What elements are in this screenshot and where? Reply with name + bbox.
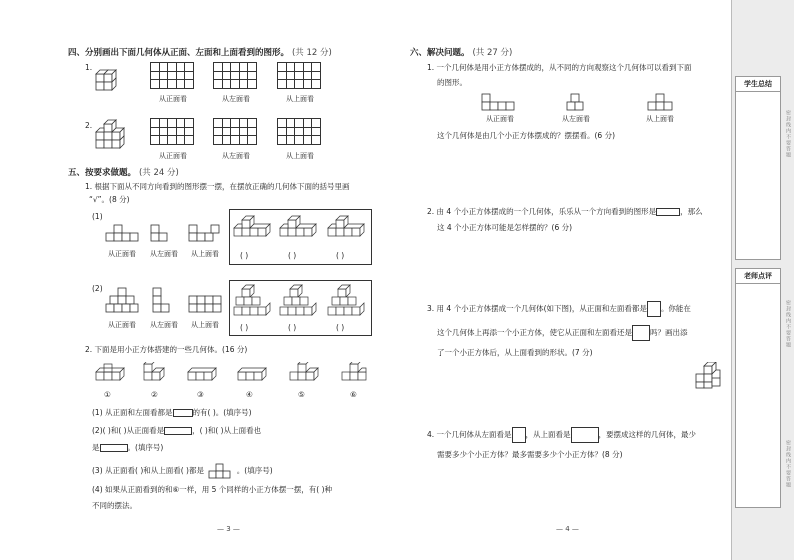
q1-text-line2: 的图形。 [437,78,467,87]
answer-bracket[interactable]: ( ) [240,251,249,260]
student-summary-title: 学生总结 [736,77,780,92]
section5-title: 五、按要求做题。 (共 24 分) [68,168,179,178]
figure-number: ③ [197,390,204,399]
q2-text: 2. 下面是用小正方体搭建的一些几何体。(16 分) [85,345,248,354]
caption-left: 从左面看 [150,250,178,258]
sub-question-2: (2)( )和( )从正面看是 ，( )和( )从上面看也 [92,426,262,435]
teacher-comment-title: 老师点评 [736,269,780,284]
caption-front: 从正面看 [159,95,187,103]
caption-front: 从正面看 [108,250,136,258]
caption-left: 从左面看 [562,115,590,123]
sub-question-4: (4) 如果从正面看到的和⑥一样，用 5 个同样的小正方体摆一摆，有( )种 [92,485,333,494]
caption-top: 从上面看 [646,115,674,123]
q4-text: 4. 一个几何体从左面看是 ，从上面看是 ，要摆成这样的几何体，最少 [427,427,696,443]
grid-front-4-2[interactable] [150,118,194,145]
caption-left: 从左面看 [222,95,250,103]
section6-title: 六、解决问题。 (共 27 分) [410,48,513,58]
view-top-5-1 [187,222,221,242]
q3-text-cont: 这个几何体上再添一个小正方体，使它从正面和左面看还是 吗？画出添 [437,325,688,341]
caption-left: 从左面看 [222,152,250,160]
student-summary-box[interactable] [735,76,781,260]
caption-top: 从上面看 [286,152,314,160]
grid-left-4-1[interactable] [213,62,257,89]
view-top-6-1 [646,92,678,112]
sub-question-2-cont: 是 。(填序号) [92,443,164,452]
q1-text-line1: 1. 根据下面从不同方向看到的图形摆一摆，在摆放正确的几何体下面的括号里画 [85,182,350,191]
q2-text-cont: 这 4 个小正方体可能是怎样摆的？(6 分) [437,223,573,232]
solid-figures-row [92,362,372,388]
seal-line-note: 密封线内不要答题 [785,300,791,348]
q3-text: 3. 用 4 个小正方体摆成一个几何体(如下图)，从正面和左面看都是 。你能在 [427,301,691,317]
grid-top-4-1[interactable] [277,62,321,89]
page-number-left: — 3 — [217,525,240,533]
figure-number: ② [151,390,158,399]
caption-front: 从正面看 [159,152,187,160]
page-number-right: — 4 — [556,525,579,533]
solid-figure-4-2 [92,118,132,150]
figure-number: ① [104,390,111,399]
caption-left: 从左面看 [150,321,178,329]
q4-text-cont: 需要多少个小正方体？最多需要多少个小正方体？(8 分) [437,450,623,459]
caption-front: 从正面看 [108,321,136,329]
q1-text-line1: 1. 一个几何体是用小正方体摆成的，从不同的方向观察这个几何体可以看到下面 [427,63,692,72]
sub-question-4-cont: 不同的摆法。 [92,501,137,510]
solid-figure-6-3 [694,362,724,390]
teacher-comment-box[interactable] [735,268,781,508]
item-number: 2. [85,121,93,130]
answer-bracket[interactable]: ( ) [336,251,345,260]
caption-front: 从正面看 [486,115,514,123]
answer-bracket[interactable]: ( ) [240,323,249,332]
seal-line-note: 密封线内不要答题 [785,110,791,158]
view-front-5-2 [104,286,142,314]
view-left-5-2 [149,286,171,314]
view-front-5-1 [104,224,140,242]
part-label: (1) [92,212,103,221]
seal-line-note: 密封线内不要答题 [785,440,791,488]
sub-question-3: (3) 从正面看( )和从上面看( )都是 。(填序号) [92,463,273,479]
part-label: (2) [92,284,103,293]
grid-left-4-2[interactable] [213,118,257,145]
q2-text: 2. 由 4 个小正方体摆成的一个几何体，乐乐从一个方向看到的图形是 ，那么 [427,207,703,216]
sub-question-1: (1) 从正面和左面看都是 的有( )。(填序号) [92,408,252,417]
caption-top: 从上面看 [191,321,219,329]
figure-number: ⑤ [298,390,305,399]
grid-front-4-1[interactable] [150,62,194,89]
figure-number: ⑥ [350,390,357,399]
option-figures-5-1 [232,214,370,246]
option-figures-5-2 [232,283,370,319]
caption-top: 从上面看 [191,250,219,258]
answer-bracket[interactable]: ( ) [336,323,345,332]
q1-text-line3: 这个几何体是由几个小正方体摆成的？摆摆看。(6 分) [437,131,616,140]
caption-top: 从上面看 [286,95,314,103]
view-front-6-1 [480,92,520,112]
view-left-5-1 [149,224,171,242]
answer-bracket[interactable]: ( ) [288,251,297,260]
section4-title: 四、分别画出下面几何体从正面、左面和上面看到的图形。 (共 12 分) [68,48,332,58]
view-left-6-1 [565,92,587,112]
figure-number: ④ [246,390,253,399]
q1-text-line2: “√”。(8 分) [89,195,130,204]
item-number: 1. [85,63,93,72]
q3-text-cont2: 了一个小正方体后，从上面看到的形状。(7 分) [437,348,593,357]
answer-bracket[interactable]: ( ) [288,323,297,332]
grid-top-4-2[interactable] [277,118,321,145]
view-top-5-2 [187,294,223,314]
solid-figure-4-1 [92,64,122,92]
